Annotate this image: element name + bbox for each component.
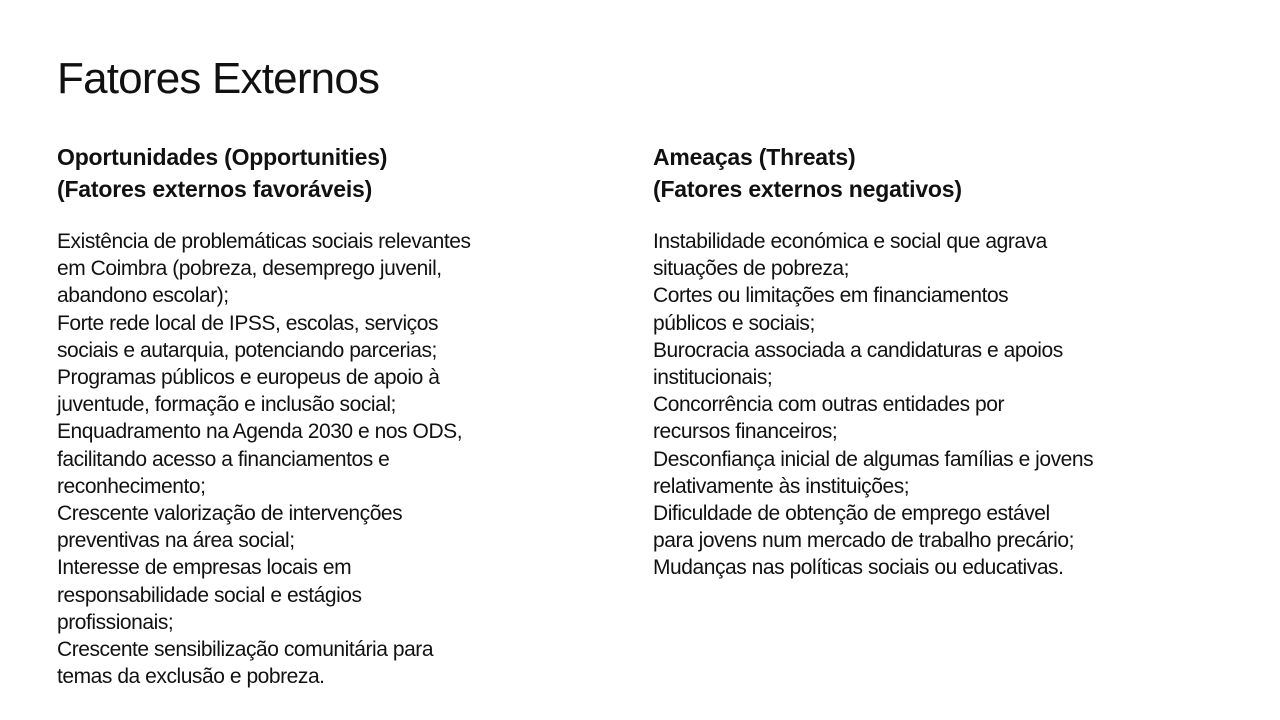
opportunities-list xyxy=(57,228,587,690)
threats-column xyxy=(653,141,1213,582)
opportunities-heading-line2: (Fatores externos favoráveis) xyxy=(57,176,373,202)
text-line: Crescente sensibilização comunitária para xyxy=(57,638,434,662)
text-line: recursos financeiros; xyxy=(653,420,838,444)
text-line: Enquadramento na Agenda 2030 e nos ODS, xyxy=(57,420,463,444)
text-line: Concorrência com outras entidades por xyxy=(653,393,1005,417)
text-line: preventivas na área social; xyxy=(57,529,295,553)
text-line: abandono escolar); xyxy=(57,284,229,308)
threats-heading xyxy=(653,141,1213,205)
threats-heading-line2: (Fatores externos negativos) xyxy=(653,176,962,202)
text-line: institucionais; xyxy=(653,366,773,390)
text-line: Interesse de empresas locais em xyxy=(57,556,352,580)
text-line: juventude, formação e inclusão social; xyxy=(57,393,396,417)
text-line: Mudanças nas políticas sociais ou educativas. xyxy=(653,556,1064,580)
text-line: relativamente às instituições; xyxy=(653,474,910,498)
text-line: situações de pobreza; xyxy=(653,257,850,281)
text-line: sociais e autarquia, potenciando parcerias; xyxy=(57,338,437,362)
opportunities-heading xyxy=(57,141,587,205)
text-line: Forte rede local de IPSS, escolas, serviços xyxy=(57,311,438,335)
text-line: reconhecimento; xyxy=(57,474,206,498)
text-line: responsabilidade social e estágios xyxy=(57,583,362,607)
text-line: facilitando acesso a financiamentos e xyxy=(57,447,390,471)
text-line: Existência de problemáticas sociais relevantes xyxy=(57,230,471,253)
threats-list xyxy=(653,228,1213,582)
opportunities-heading-line1: Oportunidades (Opportunities) xyxy=(57,144,388,170)
threats-heading-line1: Ameaças (Threats) xyxy=(653,144,856,170)
text-line: Dificuldade de obtenção de emprego estável xyxy=(653,502,1050,526)
text-line: Cortes ou limitações em financiamentos xyxy=(653,284,1009,308)
text-line: temas da exclusão e pobreza. xyxy=(57,665,325,689)
text-line: Crescente valorização de intervenções xyxy=(57,502,403,526)
text-line: Desconfiança inicial de algumas famílias e jovens xyxy=(653,447,1094,471)
text-line: profissionais; xyxy=(57,610,174,634)
text-line: em Coimbra (pobreza, desemprego juvenil, xyxy=(57,257,442,281)
text-line: para jovens num mercado de trabalho precário; xyxy=(653,529,1074,553)
text-line: públicos e sociais; xyxy=(653,311,815,335)
slide-title: Fatores Externos xyxy=(57,54,380,103)
text-line: Instabilidade económica e social que agrava xyxy=(653,230,1047,253)
text-line: Programas públicos e europeus de apoio à xyxy=(57,366,440,390)
text-line: Burocracia associada a candidaturas e apoios xyxy=(653,338,1063,362)
opportunities-column xyxy=(57,141,587,690)
